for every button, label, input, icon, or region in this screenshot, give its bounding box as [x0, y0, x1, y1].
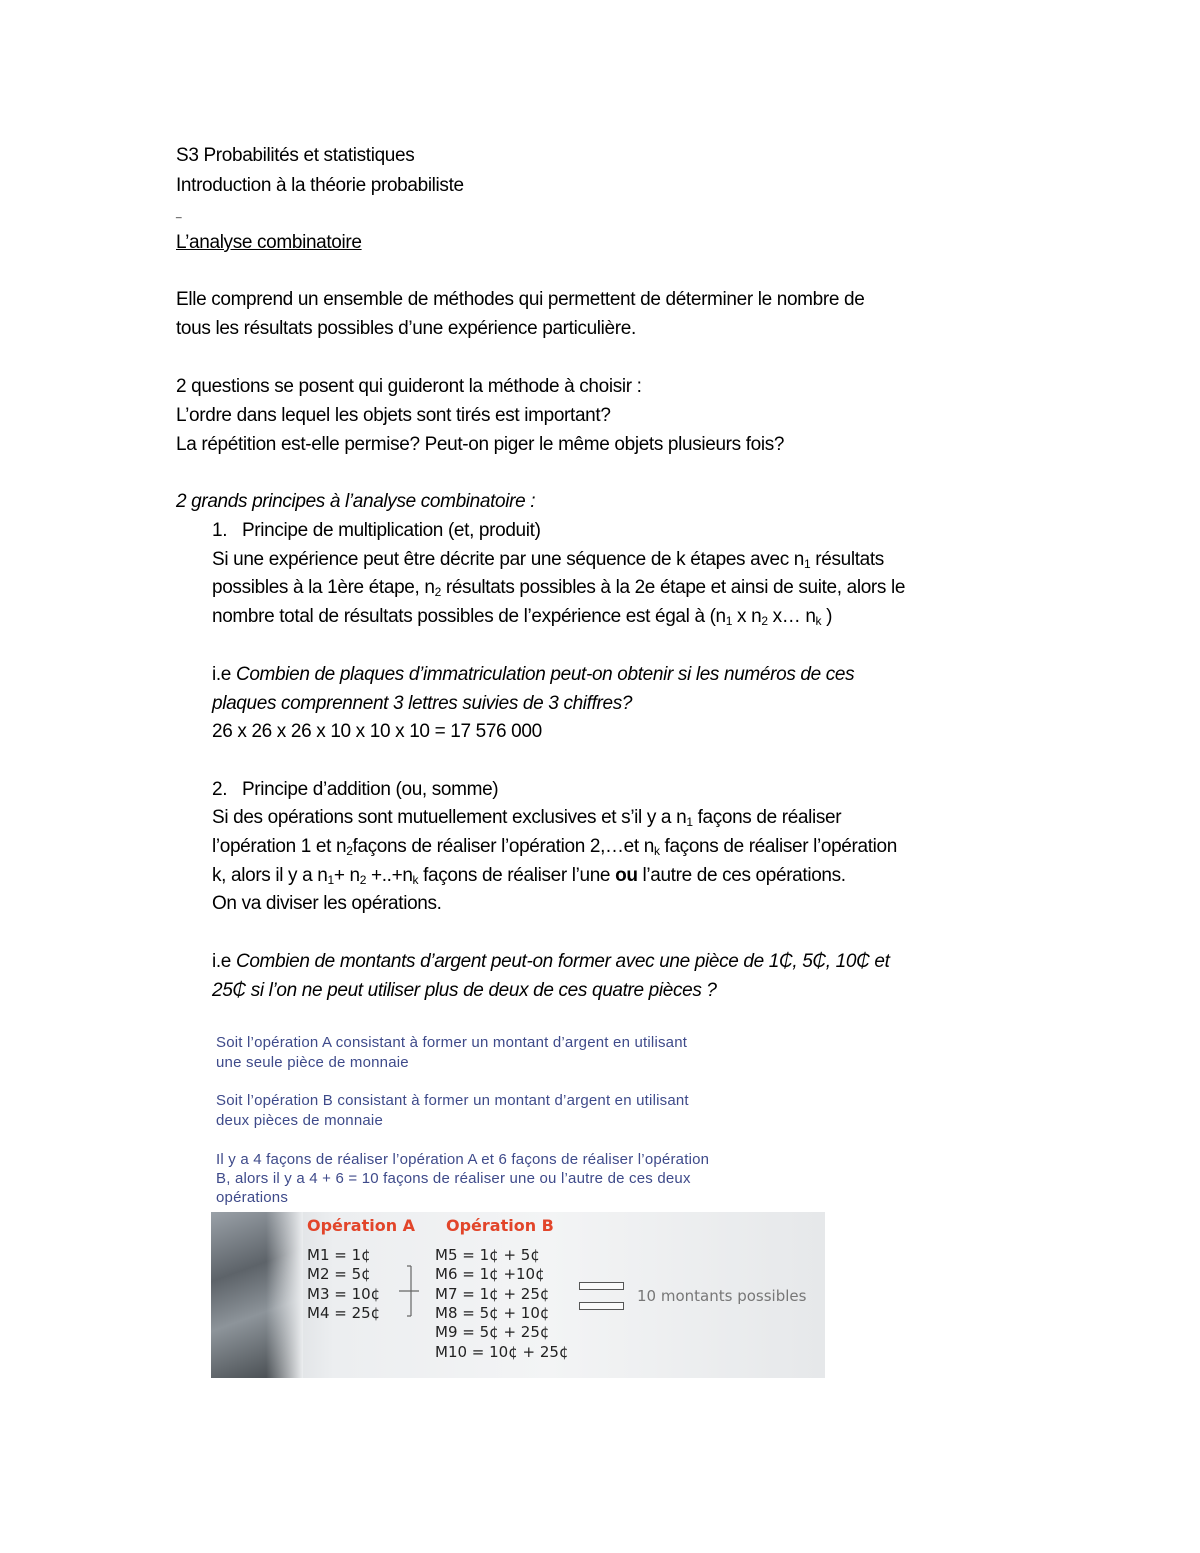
emphasis-or: ou — [615, 865, 638, 886]
questions-line-1: 2 questions se posent qui guideront la méthode à choisir : — [176, 376, 642, 397]
text-run: façons de réaliser l’une — [418, 865, 616, 886]
text-run: Si une expérience peut être décrite par une séquence de k étapes avec n — [212, 549, 805, 570]
section-title: L’analyse combinatoire — [176, 232, 362, 253]
text-run: l’autre de ces opérations. — [637, 865, 846, 886]
questions-line-2: L’ordre dans lequel les objets sont tirés est important? — [176, 405, 611, 426]
text-run: ) — [821, 606, 833, 627]
text-run: façons de réaliser — [692, 807, 842, 828]
example-2-line-1 — [212, 950, 890, 974]
text-run: résultats possibles à la 2e étape et ainsi de suite, alors le — [440, 577, 906, 598]
text-run: façons de réaliser l’opération 2,…et n — [352, 836, 654, 857]
subscript: 1 — [327, 873, 334, 887]
text-run: + n — [333, 865, 360, 886]
subscript: k — [815, 614, 822, 628]
operation-a-item: M1 = 1¢ — [307, 1246, 371, 1264]
operation-b-item: M5 = 1¢ + 5¢ — [435, 1246, 540, 1264]
example-prefix: i.e — [212, 951, 236, 972]
principle-1-number: 1. — [212, 520, 228, 541]
principle-2-number: 2. — [212, 779, 228, 800]
principle-2-line-2 — [212, 835, 897, 859]
principle-2-line-1 — [212, 806, 841, 830]
example-prefix: i.e — [212, 664, 236, 685]
course-title: S3 Probabilités et statistiques — [176, 145, 415, 166]
text-run: nombre total de résultats possibles de l’expérience est égal à (n — [212, 606, 726, 627]
operation-b-item: M6 = 1¢ +10¢ — [435, 1265, 545, 1283]
principle-2-line-4: On va diviser les opérations. — [212, 893, 442, 914]
figure-para-3-line-3: opérations — [216, 1189, 289, 1206]
operation-a-item: M4 = 25¢ — [307, 1304, 381, 1322]
subscript: k — [653, 844, 660, 858]
example-1-line-1 — [212, 663, 854, 687]
operations-panel — [211, 1212, 825, 1378]
text-run: k, alors il y a n — [212, 865, 328, 886]
operation-b-item: M8 = 5¢ + 10¢ — [435, 1304, 550, 1322]
text-run: x n — [732, 606, 762, 627]
text-run: Si des opérations sont mutuellement exclusives et s’il y a n — [212, 807, 687, 828]
subscript: k — [412, 873, 419, 887]
figure-para-1-line-1: Soit l’opération A consistant à former un montant d’argent en utilisant — [216, 1034, 688, 1051]
total-result: 10 montants possibles — [637, 1287, 807, 1305]
text-run: x… n — [767, 606, 816, 627]
principles-heading: 2 grands principes à l’analyse combinatoire : — [176, 491, 536, 512]
decorative-photo — [211, 1212, 303, 1378]
example-question: Combien de plaques d’immatriculation peut-on obtenir si les numéros de ces — [235, 664, 855, 685]
plus-icon — [397, 1264, 421, 1318]
subscript: 2 — [761, 614, 768, 628]
figure-para-3-line-1: Il y a 4 façons de réaliser l’opération A et 6 façons de réaliser l’opération — [216, 1151, 710, 1168]
example-1-line-2: plaques comprennent 3 lettres suivies de 3 chiffres? — [212, 693, 633, 714]
principle-1-heading — [212, 519, 541, 543]
operation-b-item: M9 = 5¢ + 25¢ — [435, 1323, 550, 1341]
text-run: façons de réaliser l’opération — [659, 836, 897, 857]
subscript: 1 — [725, 614, 733, 628]
operation-b-item: M7 = 1¢ + 25¢ — [435, 1285, 550, 1303]
figure-para-1-line-2: une seule pièce de monnaie — [216, 1054, 409, 1071]
operation-a-item: M2 = 5¢ — [307, 1265, 371, 1283]
text-run: possibles à la 1ère étape, n — [212, 577, 435, 598]
figure-para-2-line-1: Soit l’opération B consistant à former un montant d’argent en utilisant — [216, 1092, 689, 1109]
coin-operations-figure — [211, 1030, 825, 1378]
example-1-answer: 26 x 26 x 26 x 10 x 10 x 10 = 17 576 000 — [212, 721, 542, 742]
subscript: 1 — [804, 557, 811, 571]
subscript: 2 — [359, 873, 367, 887]
intro-line-1: Elle comprend un ensemble de méthodes qui permettent de déterminer le nombre de — [176, 289, 865, 310]
text-run: résultats — [810, 549, 884, 570]
text-run: l’opération 1 et n — [212, 836, 347, 857]
principle-1-line-2 — [212, 576, 905, 600]
lecture-subtitle: Introduction à la théorie probabiliste — [176, 175, 464, 196]
principle-1-line-1 — [212, 548, 884, 572]
principle-1-line-3 — [212, 605, 832, 629]
operation-a-title: Opération A — [307, 1216, 416, 1235]
figure-para-3-line-2: B, alors il y a 4 + 6 = 10 façons de réaliser une ou l’autre de ces deux — [216, 1170, 691, 1187]
example-2-line-2: 25₵ si l’on ne peut utiliser plus de deux de ces quatre pièces ? — [212, 980, 717, 1001]
subscript: 2 — [434, 585, 441, 599]
principle-2-line-3 — [212, 864, 846, 888]
subscript: 2 — [346, 844, 353, 858]
operation-b-title: Opération B — [446, 1216, 554, 1235]
blank-underscore: _ — [176, 208, 182, 219]
principle-2-title: Principe d’addition (ou, somme) — [241, 779, 499, 800]
operation-a-item: M3 = 10¢ — [307, 1285, 381, 1303]
example-question: Combien de montants d’argent peut-on former avec une pièce de 1₵, 5₵, 10₵ et — [235, 951, 890, 972]
intro-line-2: tous les résultats possibles d’une expérience particulière. — [176, 318, 636, 339]
principle-2-heading — [212, 778, 498, 802]
equals-icon — [579, 1282, 624, 1322]
questions-line-3: La répétition est-elle permise? Peut-on piger le même objets plusieurs fois? — [176, 434, 785, 455]
operation-b-item: M10 = 10¢ + 25¢ — [435, 1343, 569, 1361]
principle-1-title: Principe de multiplication (et, produit) — [241, 520, 541, 541]
figure-para-2-line-2: deux pièces de monnaie — [216, 1112, 384, 1129]
subscript: 1 — [686, 815, 693, 829]
text-run: +..+n — [366, 865, 413, 886]
